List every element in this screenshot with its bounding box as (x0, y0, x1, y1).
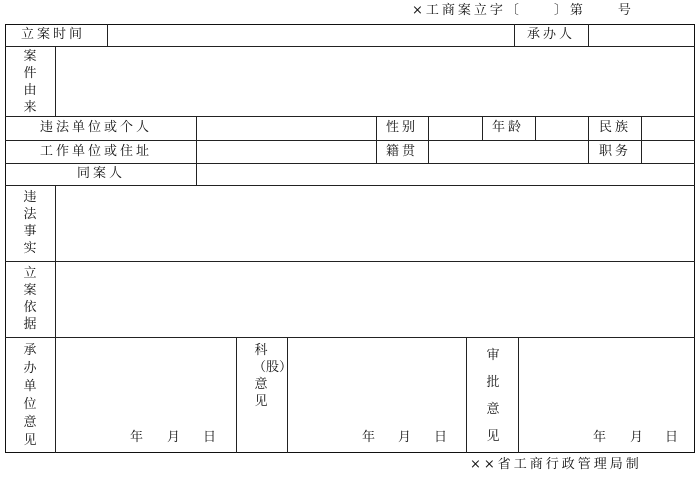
workplace-label: 工作单位或住址 (40, 144, 153, 159)
native-place-label: 籍贯 (386, 144, 419, 159)
position-field[interactable] (642, 141, 693, 162)
workplace-field[interactable] (197, 141, 375, 162)
filing-basis-label: 立案依据 (23, 266, 37, 332)
case-number-header: ×工商案立字〔 〕第 号 (412, 3, 634, 18)
native-place-field[interactable] (429, 141, 587, 162)
unit-opinion-month: 月 (167, 430, 181, 445)
violator-label: 违法单位或个人 (40, 120, 153, 135)
approval-opinion-day: 日 (665, 430, 679, 445)
approval-opinion-label: 审批意见 (486, 348, 500, 444)
section-opinion-label: 科（股）意见 (253, 343, 293, 409)
approval-opinion-year: 年 (593, 430, 607, 445)
gender-label: 性别 (386, 120, 419, 135)
col-divider (466, 337, 467, 453)
handler-label: 承办人 (527, 27, 576, 42)
handler-field[interactable] (589, 25, 693, 45)
section-opinion-month: 月 (398, 430, 412, 445)
violation-facts-field[interactable] (56, 186, 693, 260)
case-origin-label: 案件由来 (23, 49, 37, 115)
approval-opinion-month: 月 (630, 430, 644, 445)
filing-time-field[interactable] (108, 25, 513, 45)
ethnicity-field[interactable] (642, 117, 693, 139)
position-label: 职务 (599, 144, 632, 159)
filing-time-label: 立案时间 (21, 27, 86, 42)
section-opinion-day: 日 (434, 430, 448, 445)
col-divider (482, 116, 483, 140)
gender-field[interactable] (429, 117, 481, 139)
age-label: 年龄 (492, 120, 525, 135)
age-field[interactable] (536, 117, 587, 139)
col-divider (376, 116, 377, 163)
unit-opinion-year: 年 (130, 430, 144, 445)
violator-field[interactable] (197, 117, 375, 139)
ethnicity-label: 民族 (599, 120, 632, 135)
section-opinion-year: 年 (362, 430, 376, 445)
unit-opinion-day: 日 (203, 430, 217, 445)
co-defendant-field[interactable] (197, 164, 693, 184)
col-divider (236, 337, 237, 453)
issuer-footer: ××省工商行政管理局制 (470, 457, 642, 472)
case-origin-field[interactable] (56, 47, 693, 115)
col-divider (514, 24, 515, 46)
filing-basis-field[interactable] (56, 262, 693, 336)
co-defendant-label: 同案人 (77, 166, 126, 181)
violation-facts-label: 违法事实 (23, 190, 37, 256)
col-divider (588, 116, 589, 163)
unit-opinion-label: 承办单位意见 (23, 343, 37, 448)
